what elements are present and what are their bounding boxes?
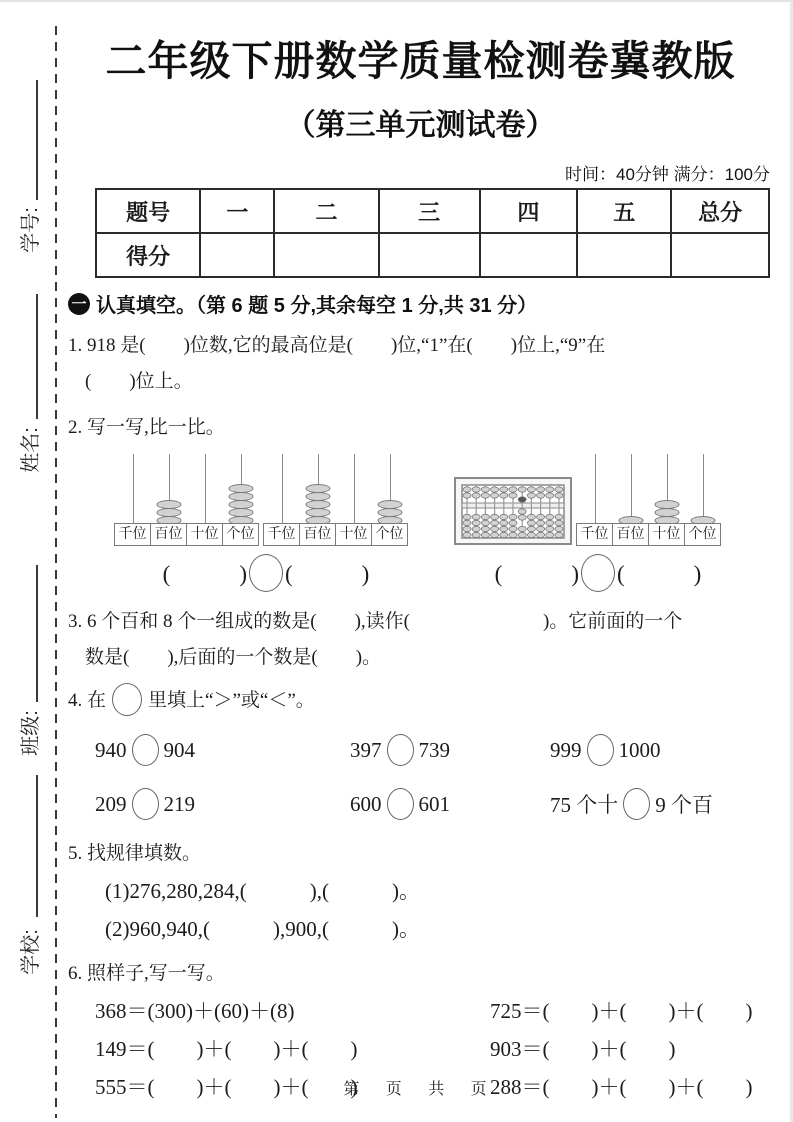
school-label: 学校: bbox=[20, 929, 42, 975]
score-table-score-row bbox=[96, 233, 769, 277]
compare-left-value: 600 bbox=[350, 791, 382, 816]
compare-circle bbox=[587, 734, 614, 766]
compare-item bbox=[550, 734, 661, 766]
abacus-group-left bbox=[115, 454, 408, 546]
score-cell bbox=[480, 233, 578, 277]
place-value-abacus-1: 千位 百位 十位 个位 bbox=[115, 454, 259, 546]
compare-circle bbox=[132, 734, 159, 766]
compare-right-value: 904 bbox=[163, 737, 195, 762]
column-four: 四 bbox=[480, 189, 578, 233]
score-cell bbox=[200, 233, 274, 277]
question-4-row-1 bbox=[95, 726, 773, 774]
compare-item bbox=[350, 788, 550, 820]
compare-right-value: 601 bbox=[418, 791, 450, 816]
compare-item bbox=[95, 788, 350, 820]
place-value-abacus-3: 千位 百位 十位 个位 bbox=[577, 454, 721, 546]
compare-circle bbox=[387, 788, 414, 820]
score-cell bbox=[379, 233, 480, 277]
column-one: 一 bbox=[200, 189, 274, 233]
question-2-title: 2. 写一写,比一比。 bbox=[68, 417, 225, 438]
score-cell bbox=[577, 233, 671, 277]
decompose-item: 555＝( )＋( )＋( ) bbox=[95, 1075, 358, 1100]
score-table-header-row bbox=[96, 189, 769, 233]
question-2-answer-row bbox=[68, 554, 773, 598]
compare-blank-left bbox=[115, 554, 417, 598]
section-one-title: 认真填空。（第 6 题 5 分,其余每空 1 分,共 31 分） bbox=[96, 295, 538, 317]
name-write-line bbox=[36, 294, 38, 419]
abacus-group-right bbox=[454, 454, 721, 546]
time-limit-info: 时间：40分钟 满分：100分 bbox=[565, 165, 770, 184]
compare-left-value: 75 个十 bbox=[550, 793, 619, 818]
page-number-footer: 第 页 共 页 bbox=[343, 1081, 498, 1098]
cut-dashed-line bbox=[55, 26, 57, 1118]
compare-item bbox=[550, 788, 713, 820]
score-table bbox=[95, 188, 770, 278]
name-label: 姓名: bbox=[20, 427, 42, 473]
compare-blank-right bbox=[463, 554, 733, 598]
compare-circle bbox=[387, 734, 414, 766]
fill-circle-icon bbox=[112, 683, 142, 716]
column-five: 五 bbox=[577, 189, 671, 233]
column-two: 二 bbox=[274, 189, 378, 233]
compare-circle bbox=[581, 554, 615, 592]
column-three: 三 bbox=[379, 189, 480, 233]
score-cell bbox=[274, 233, 378, 277]
blank-parens: ( ) bbox=[494, 561, 579, 587]
compare-right-value: 739 bbox=[418, 737, 450, 762]
question-number-head: 题号 bbox=[96, 189, 200, 233]
compare-item bbox=[350, 734, 550, 766]
compare-circle bbox=[249, 554, 283, 592]
question-1-line-2: ( )位上。 bbox=[85, 371, 193, 392]
question-6-title: 6. 照样子,写一写。 bbox=[68, 963, 225, 985]
school-write-line bbox=[36, 775, 38, 917]
compare-left-value: 999 bbox=[550, 737, 582, 762]
compare-circle bbox=[132, 788, 159, 820]
blank-parens: ( ) bbox=[162, 561, 247, 587]
place-value-abacus-2: 千位 百位 十位 个位 bbox=[264, 454, 408, 546]
score-head: 得分 bbox=[96, 233, 200, 277]
question-2-abacus-area bbox=[68, 454, 773, 546]
question-5-item-2: (2)960,940,( ),900,( )。 bbox=[105, 917, 420, 942]
class-write-line bbox=[36, 565, 38, 702]
score-cell bbox=[671, 233, 769, 277]
compare-circle bbox=[623, 788, 650, 820]
question-6-row-1 bbox=[95, 992, 773, 1030]
section-one-badge-icon: 一 bbox=[68, 293, 90, 315]
decompose-item: 725＝( )＋( )＋( ) bbox=[490, 999, 753, 1024]
page-title: 二年级下册数学质量检测卷冀教版 bbox=[105, 38, 736, 84]
question-4-title-after: 里填上“＞”或“＜”。 bbox=[148, 690, 315, 711]
decompose-item: 368＝(300)＋(60)＋(8) bbox=[95, 999, 295, 1024]
compare-left-value: 940 bbox=[95, 737, 127, 762]
section-one-header bbox=[68, 289, 773, 318]
question-1-line-1: 1. 918 是( )位数,它的最高位是( )位,“1”在( )位上,“9”在 bbox=[68, 335, 606, 356]
question-4-row-2 bbox=[95, 780, 773, 828]
question-6-row-2 bbox=[95, 1030, 773, 1068]
decompose-item: 149＝( )＋( )＋( ) bbox=[95, 1037, 358, 1062]
suanpan-abacus-image bbox=[454, 477, 572, 545]
compare-left-value: 397 bbox=[350, 737, 382, 762]
worksheet-content bbox=[68, 2, 773, 1106]
column-total: 总分 bbox=[671, 189, 769, 233]
compare-right-value: 9 个百 bbox=[655, 793, 713, 818]
compare-right-value: 1000 bbox=[618, 737, 661, 762]
question-3-line-1: 3. 6 个百和 8 个一组成的数是( ),读作( )。它前面的一个 bbox=[68, 611, 683, 632]
compare-left-value: 209 bbox=[95, 791, 127, 816]
page-subtitle: （第三单元测试卷） bbox=[285, 109, 556, 142]
class-label: 班级: bbox=[20, 710, 42, 756]
student-id-label: 学号: bbox=[20, 207, 42, 253]
blank-parens: ( ) bbox=[617, 561, 702, 587]
compare-item bbox=[95, 734, 350, 766]
question-3-line-2: 数是( ),后面的一个数是( )。 bbox=[85, 647, 382, 668]
blank-parens: ( ) bbox=[285, 561, 370, 587]
question-4-title-before: 4. 在 bbox=[68, 690, 107, 711]
question-4-title bbox=[68, 683, 773, 720]
compare-right-value: 219 bbox=[163, 791, 195, 816]
question-5-item-1: (1)276,280,284,( ),( )。 bbox=[105, 879, 420, 904]
question-5-title: 5. 找规律填数。 bbox=[68, 843, 202, 865]
decompose-item: 903＝( )＋( ) bbox=[490, 1037, 676, 1062]
student-id-write-line bbox=[36, 80, 38, 200]
decompose-item: 288＝( )＋( )＋( ) bbox=[490, 1075, 753, 1100]
